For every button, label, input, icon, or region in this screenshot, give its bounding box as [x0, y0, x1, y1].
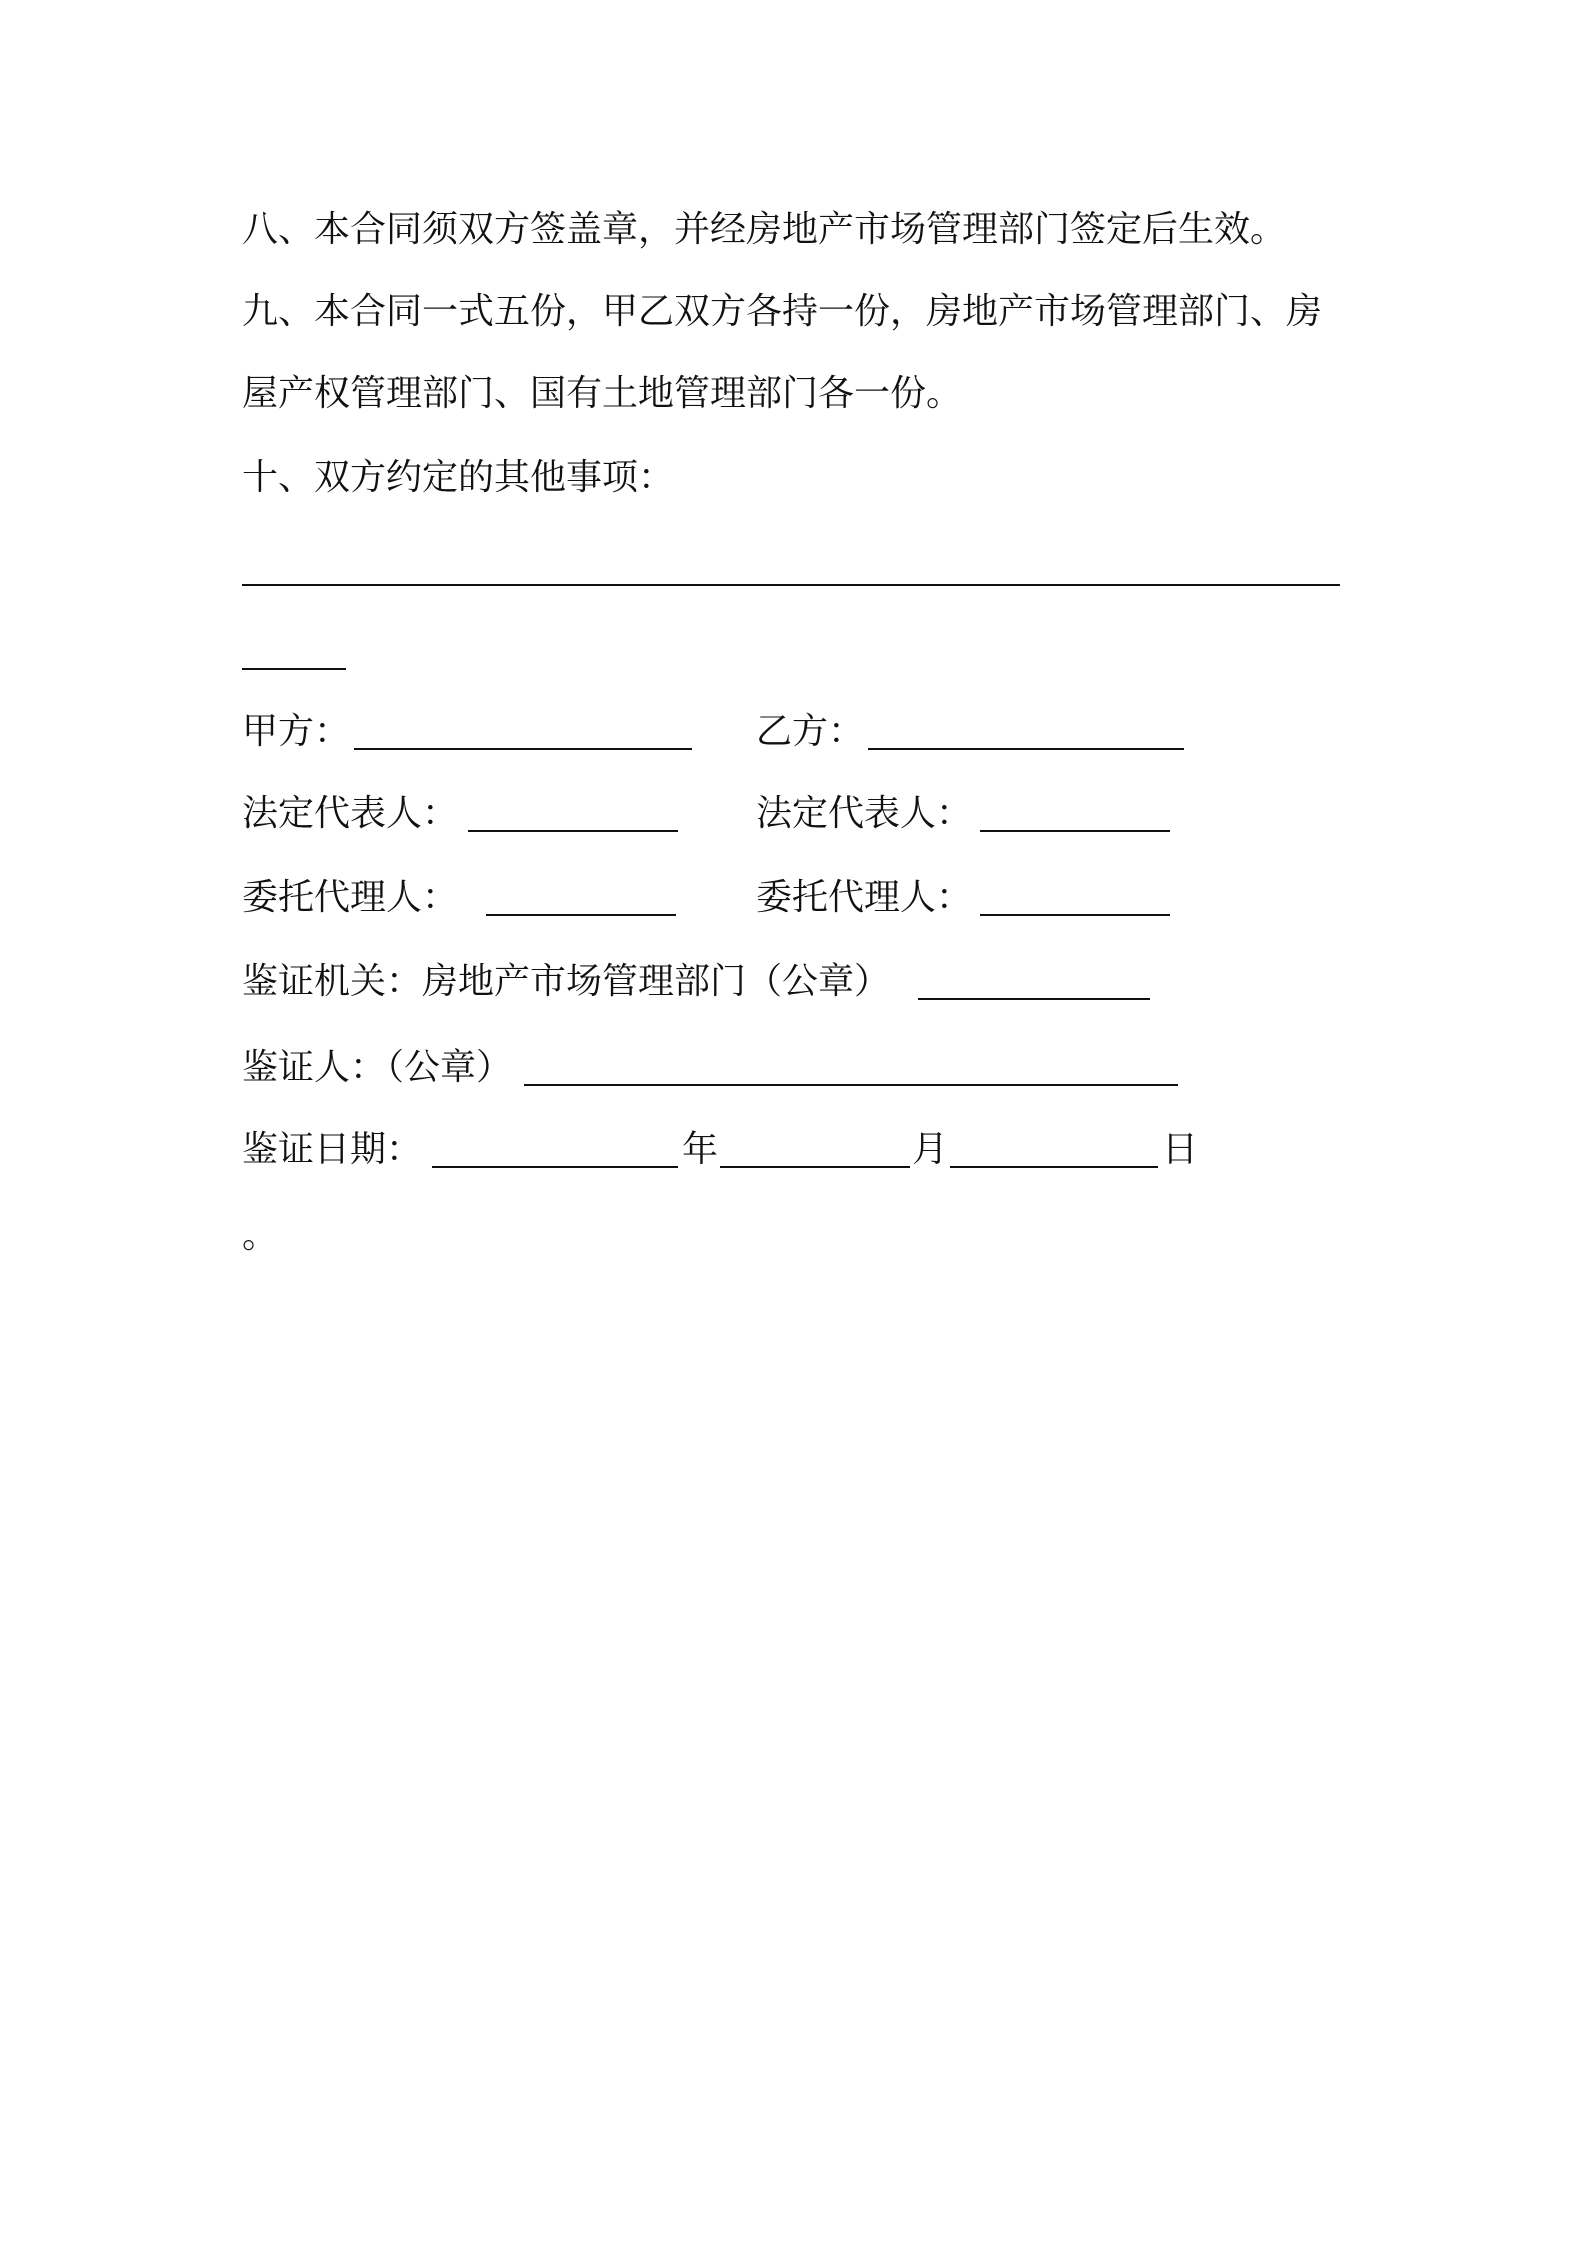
party-b-blank[interactable] — [868, 748, 1184, 750]
clause-10: 十、双方约定的其他事项： — [242, 457, 675, 498]
day-label: 日 — [1162, 1129, 1199, 1170]
trailing-period: 。 — [242, 1215, 279, 1256]
date-label: 鉴证日期： — [242, 1129, 423, 1170]
witness-label: 鉴证人：（公章） — [242, 1047, 513, 1088]
authority-label: 鉴证机关：房地产市场管理部门（公章） — [242, 961, 891, 1002]
other-matters-blank-line-1[interactable] — [242, 584, 1340, 586]
date-day-blank[interactable] — [950, 1166, 1158, 1168]
witness-blank[interactable] — [524, 1084, 1178, 1086]
witness-row — [242, 1046, 512, 1090]
date-month-blank[interactable] — [720, 1166, 910, 1168]
agent-a-blank[interactable] — [486, 914, 676, 916]
party-a-row — [242, 710, 350, 754]
authority-row — [242, 960, 890, 1004]
party-a-label: 甲方： — [242, 711, 351, 752]
year-label: 年 — [682, 1129, 719, 1170]
agent-b-blank[interactable] — [980, 914, 1170, 916]
other-matters-blank-line-2[interactable] — [242, 668, 346, 670]
agent-b-label: 委托代理人： — [756, 877, 973, 918]
party-b-label: 乙方： — [756, 711, 865, 752]
legal-rep-a-label: 法定代表人： — [242, 793, 459, 834]
clause-9-line-1: 九、本合同一式五份，甲乙双方各持一份，房地产市场管理部门、房 — [242, 291, 1323, 332]
party-a-blank[interactable] — [354, 748, 692, 750]
legal-rep-b-blank[interactable] — [980, 830, 1170, 832]
agent-a-label: 委托代理人： — [242, 877, 459, 918]
date-row — [242, 1128, 422, 1172]
legal-rep-a-row — [242, 792, 458, 836]
agent-b-row — [756, 876, 972, 920]
month-label: 月 — [912, 1129, 949, 1170]
legal-rep-b-label: 法定代表人： — [756, 793, 973, 834]
legal-rep-b-row — [756, 792, 972, 836]
legal-rep-a-blank[interactable] — [468, 830, 678, 832]
agent-a-row — [242, 876, 458, 920]
authority-blank[interactable] — [918, 998, 1150, 1000]
date-year-blank[interactable] — [432, 1166, 678, 1168]
clause-8: 八、本合同须双方签盖章，并经房地产市场管理部门签定后生效。 — [242, 209, 1287, 250]
clause-9-line-2: 屋产权管理部门、国有土地管理部门各一份。 — [242, 373, 963, 414]
party-b-row — [756, 710, 864, 754]
